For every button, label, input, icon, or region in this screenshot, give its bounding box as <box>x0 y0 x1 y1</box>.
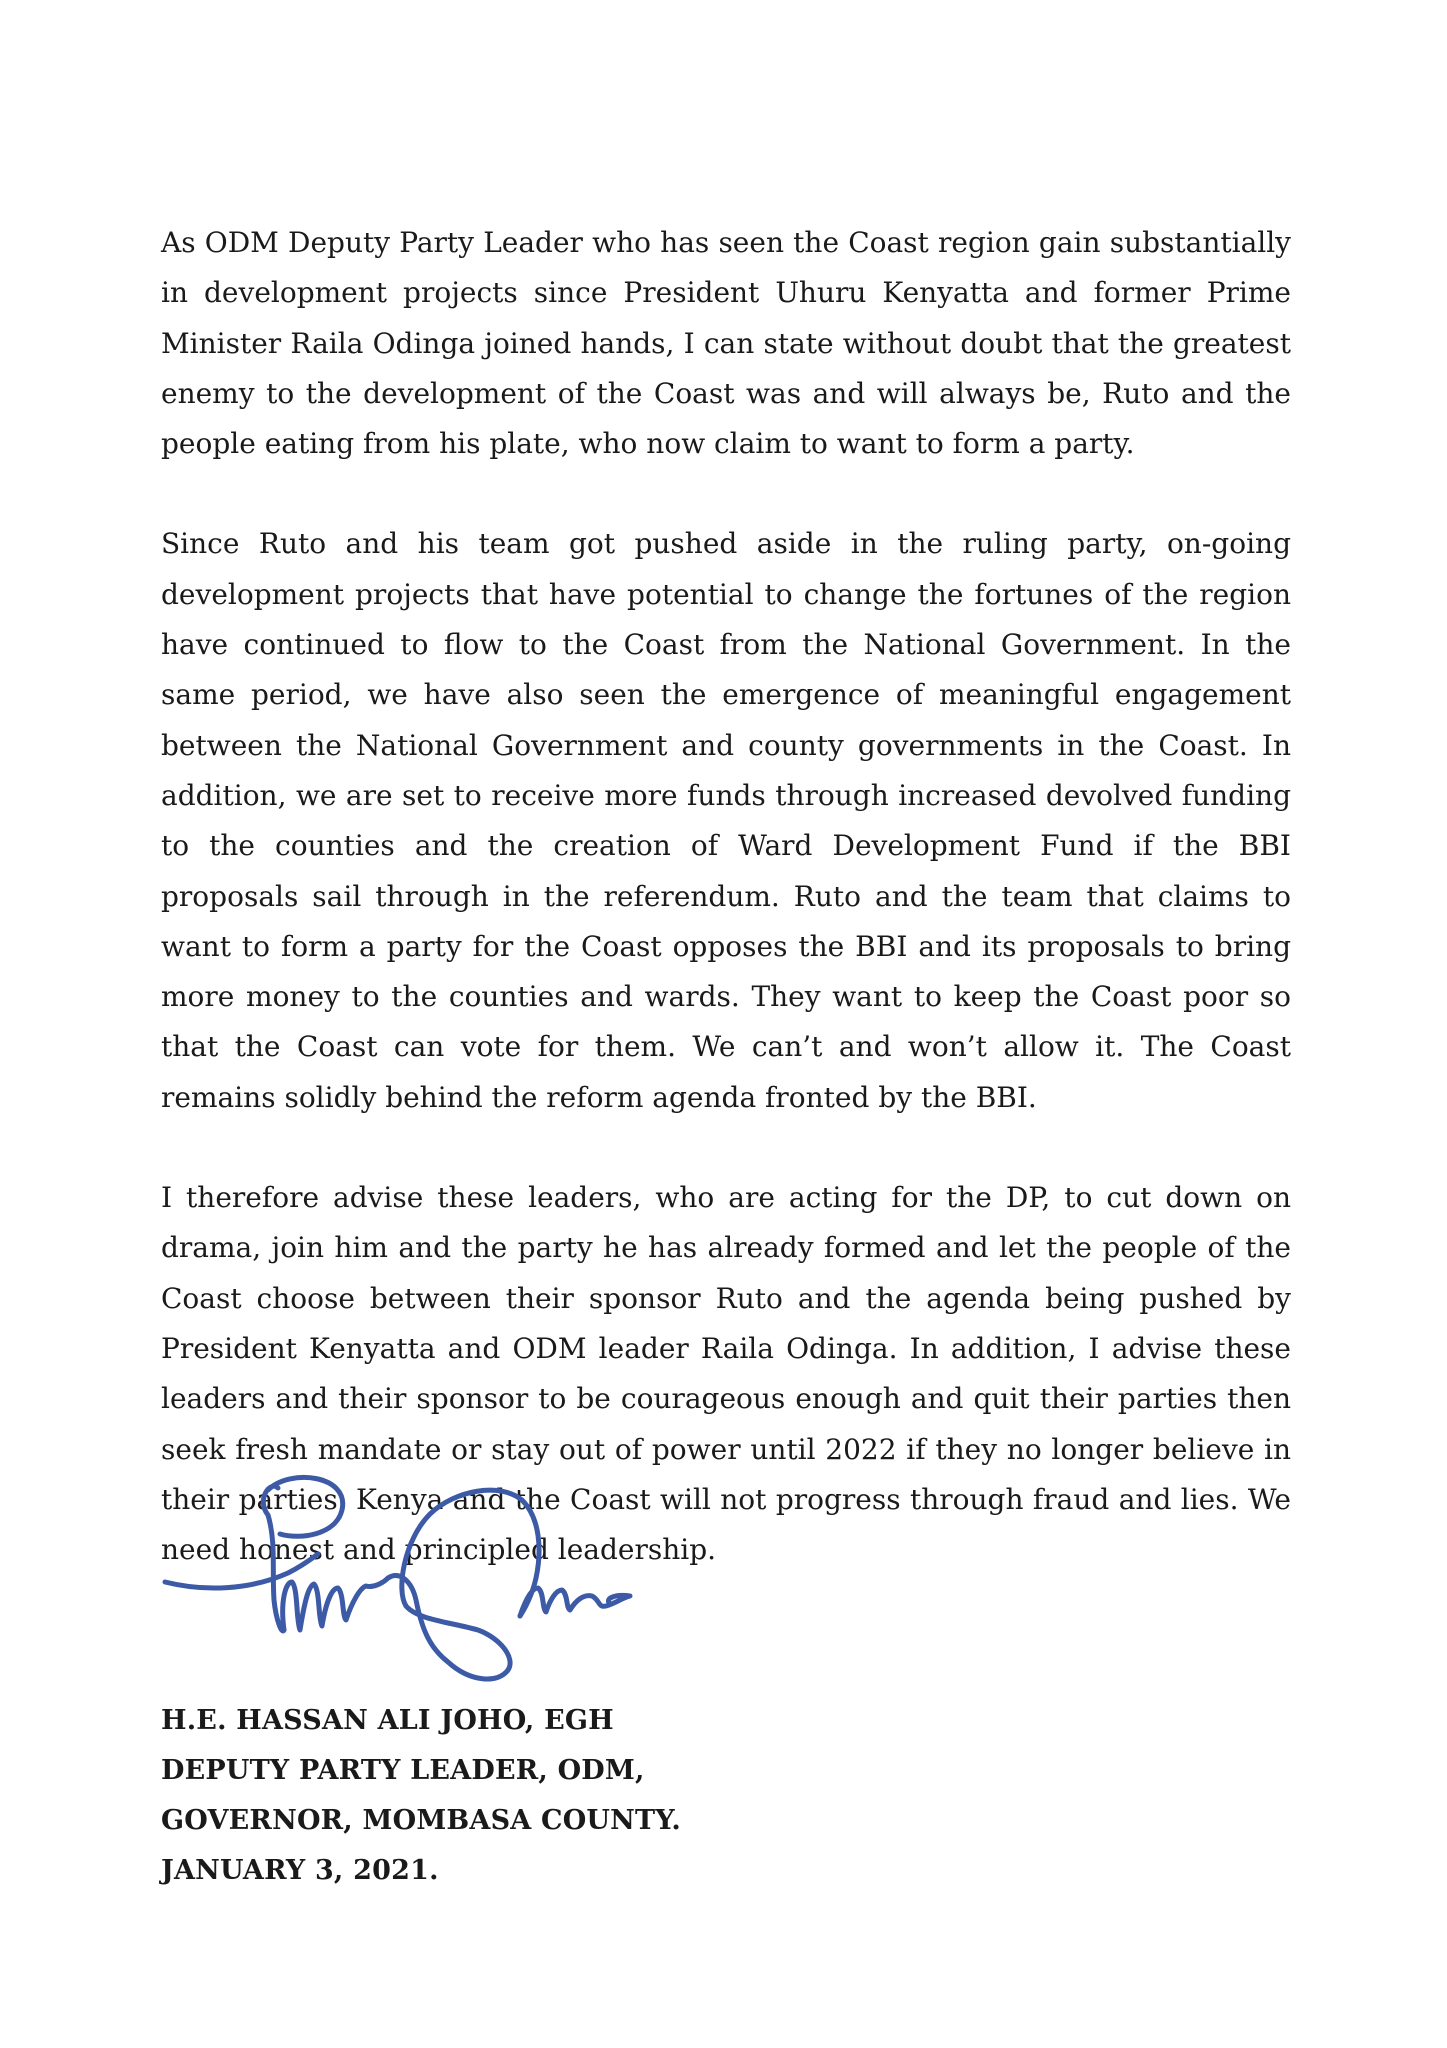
signatory-title: DEPUTY PARTY LEADER, ODM, <box>161 1755 645 1786</box>
signatory-name: H.E. HASSAN ALI JOHO, EGH <box>161 1705 614 1736</box>
paragraph-1: As ODM Deputy Party Leader who has seen the Coast region gain substantially in development projects since President Uhuru Kenyatta and former Prime Minister Raila Odinga joined hands, I can state without doubt that the greatest enemy to the development of the Coast was and will always be, Ruto and the people eating from his plate, who now claim to want to form a party. <box>161 226 1291 461</box>
letter-body <box>161 218 1291 1625</box>
paragraph-3: I therefore advise these leaders, who are acting for the DP, to cut down on drama, join him and the party he has already formed and let the people of the Coast choose between their sponsor Ruto and the agenda being pushed by President Kenyatta and ODM leader Raila Odinga. In addition, I advise these leaders and their sponsor to be courageous enough and quit their parties then seek fresh mandate or stay out of power until 2022 if they no longer believe in their parties. Kenya and the Coast will not progress through fraud and lies. We need honest and principled leadership. <box>161 1181 1291 1567</box>
paragraph-2: Since Ruto and his team got pushed aside in the ruling party, on-going development projects that have potential to change the fortunes of the region have continued to flow to the Coast from the National Government. In the same period, we have also seen the emergence of meaningful engagement between the National Government and county governments in the Coast. In addition, we are set to receive more funds through increased devolved funding to the counties and the creation of Ward Development Fund if the BBI proposals sail through in the referendum. Ruto and the team that claims to want to form a party for the Coast opposes the BBI and its proposals to bring more money to the counties and wards. They want to keep the Coast poor so that the Coast can vote for them. We can’t and won’t allow it. The Coast remains solidly behind the reform agenda fronted by the BBI. <box>161 527 1291 1114</box>
signature <box>160 1470 760 1700</box>
letter-date: JANUARY 3, 2021. <box>161 1855 439 1886</box>
signatory-office: GOVERNOR, MOMBASA COUNTY. <box>161 1805 681 1836</box>
handwritten-signature-icon <box>160 1470 760 1700</box>
signatory-block <box>161 1696 1061 1896</box>
